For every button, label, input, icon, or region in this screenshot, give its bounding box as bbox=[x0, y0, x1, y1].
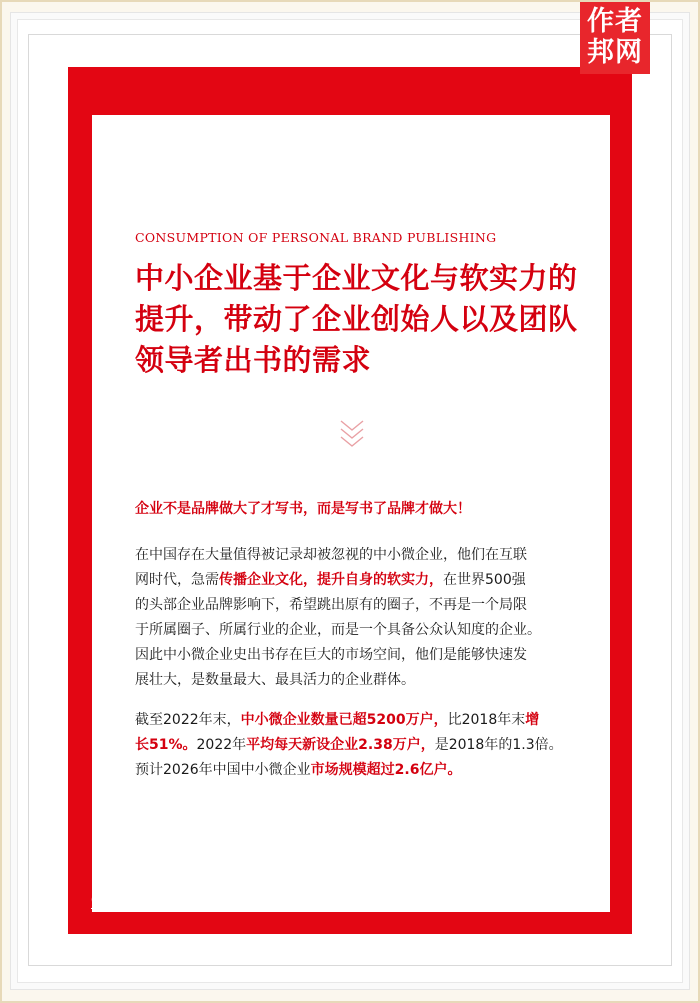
paragraph-1-line bbox=[135, 568, 605, 593]
chevron-down-double-icon bbox=[338, 418, 366, 452]
highlight-text: 长51%。 bbox=[135, 737, 197, 753]
brand-logo bbox=[580, 2, 650, 74]
paragraph-1-line: 在中国存在大量值得被记录却被忽视的中小微企业，他们在互联 bbox=[135, 547, 527, 563]
paragraph-2-line bbox=[135, 733, 605, 758]
highlight-text: 增 bbox=[525, 712, 540, 728]
slogan: 企业不是品牌做大了才写书，而是写书了品牌才做大！ bbox=[135, 501, 471, 517]
page-title bbox=[135, 258, 605, 381]
title-line-2: 提升，带动了企业创始人以及团队 bbox=[135, 302, 578, 336]
text-span: 比2018年末 bbox=[447, 712, 526, 728]
title-line-1: 中小企业基于企业文化与软实力的 bbox=[135, 261, 578, 295]
paragraph-1-line: 展壮大，是数量最大、最具活力的企业群体。 bbox=[135, 672, 415, 688]
paragraph-1-line: 的头部企业品牌影响下，希望跳出原有的圈子，不再是一个局限 bbox=[135, 597, 527, 613]
title-line-3: 领导者出书的需求 bbox=[135, 343, 372, 377]
highlight-text: 中小微企业数量已超5200万户， bbox=[240, 712, 448, 728]
paragraph-1-line: 于所属圈子、所属行业的企业，而是一个具备公众认知度的企业。 bbox=[135, 622, 541, 638]
text-span: 是2018年的1.3倍。 bbox=[434, 737, 563, 753]
english-subtitle: CONSUMPTION OF PERSONAL BRAND PUBLISHING bbox=[135, 230, 497, 245]
paragraph-2-line bbox=[135, 708, 605, 733]
logo-line-1: 作者 bbox=[587, 6, 643, 37]
logo-line-2: 邦网 bbox=[587, 37, 643, 68]
paragraph-1-line: 因此中小微企业史出书存在巨大的市场空间，他们是能够快速发 bbox=[135, 647, 527, 663]
paragraph-2 bbox=[135, 708, 605, 783]
text-span: 网时代，急需 bbox=[135, 572, 219, 588]
text-span: 截至2022年末， bbox=[135, 712, 241, 728]
text-span: 在世界500强 bbox=[443, 572, 526, 588]
page-number: 05 bbox=[91, 893, 108, 907]
paragraph-2-line bbox=[135, 758, 605, 783]
highlight-text: 市场规模超过2.6亿户。 bbox=[310, 762, 462, 778]
highlight-text: 平均每天新设企业2.38万户， bbox=[246, 737, 435, 753]
highlight-text: 传播企业文化，提升自身的软实力， bbox=[219, 572, 443, 588]
text-span: 预计2026年中国中小微企业 bbox=[135, 762, 311, 778]
text-span: 2022年 bbox=[196, 737, 247, 753]
paragraph-1 bbox=[135, 543, 605, 693]
